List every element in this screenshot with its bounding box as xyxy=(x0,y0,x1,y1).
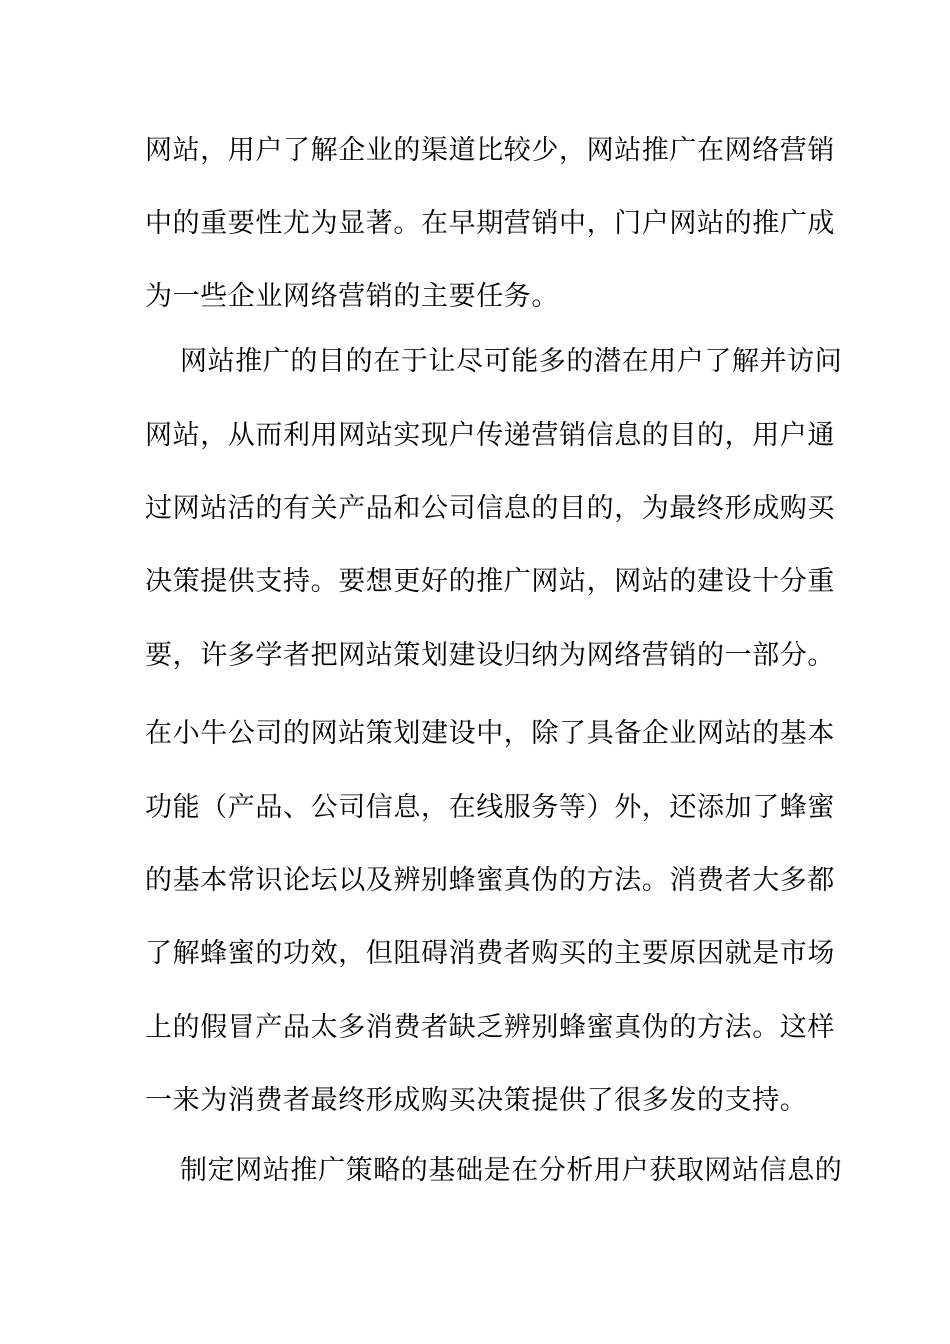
paragraph-first-line: 网站推广的目的在于让尽可能多的潜在用户了解并访问 xyxy=(180,346,843,377)
text-line: 了解蜂蜜的功效，但阻碍消费者购买的主要原因就是市场 xyxy=(145,938,835,969)
text-line: 的基本常识论坛以及辨别蜂蜜真伪的方法。消费者大多都 xyxy=(145,865,835,896)
text-line: 网站，从而利用网站实现户传递营销信息的目的，用户通 xyxy=(145,420,835,451)
text-line: 一来为消费者最终形成购买决策提供了很多发的支持。 xyxy=(145,1085,808,1116)
paragraph-first-line: 制定网站推广策略的基础是在分析用户获取网站信息的 xyxy=(180,1155,843,1186)
text-line: 在小牛公司的网站策划建设中，除了具备企业网站的基本 xyxy=(145,718,835,749)
text-line: 中的重要性尤为显著。在早期营销中，门户网站的推广成 xyxy=(145,208,835,239)
text-line: 要，许多学者把网站策划建设归纳为网络营销的一部分。 xyxy=(145,640,835,671)
text-line: 过网站活的有关产品和公司信息的目的，为最终形成购买 xyxy=(145,493,835,524)
text-line: 为一些企业网络营销的主要任务。 xyxy=(145,281,559,312)
text-line: 决策提供支持。要想更好的推广网站，网站的建设十分重 xyxy=(145,566,835,597)
text-line: 上的假冒产品太多消费者缺乏辨别蜂蜜真伪的方法。这样 xyxy=(145,1012,835,1043)
text-line: 网站，用户了解企业的渠道比较少，网站推广在网络营销 xyxy=(145,135,835,166)
text-line: 功能（产品、公司信息，在线服务等）外，还添加了蜂蜜 xyxy=(145,792,835,823)
